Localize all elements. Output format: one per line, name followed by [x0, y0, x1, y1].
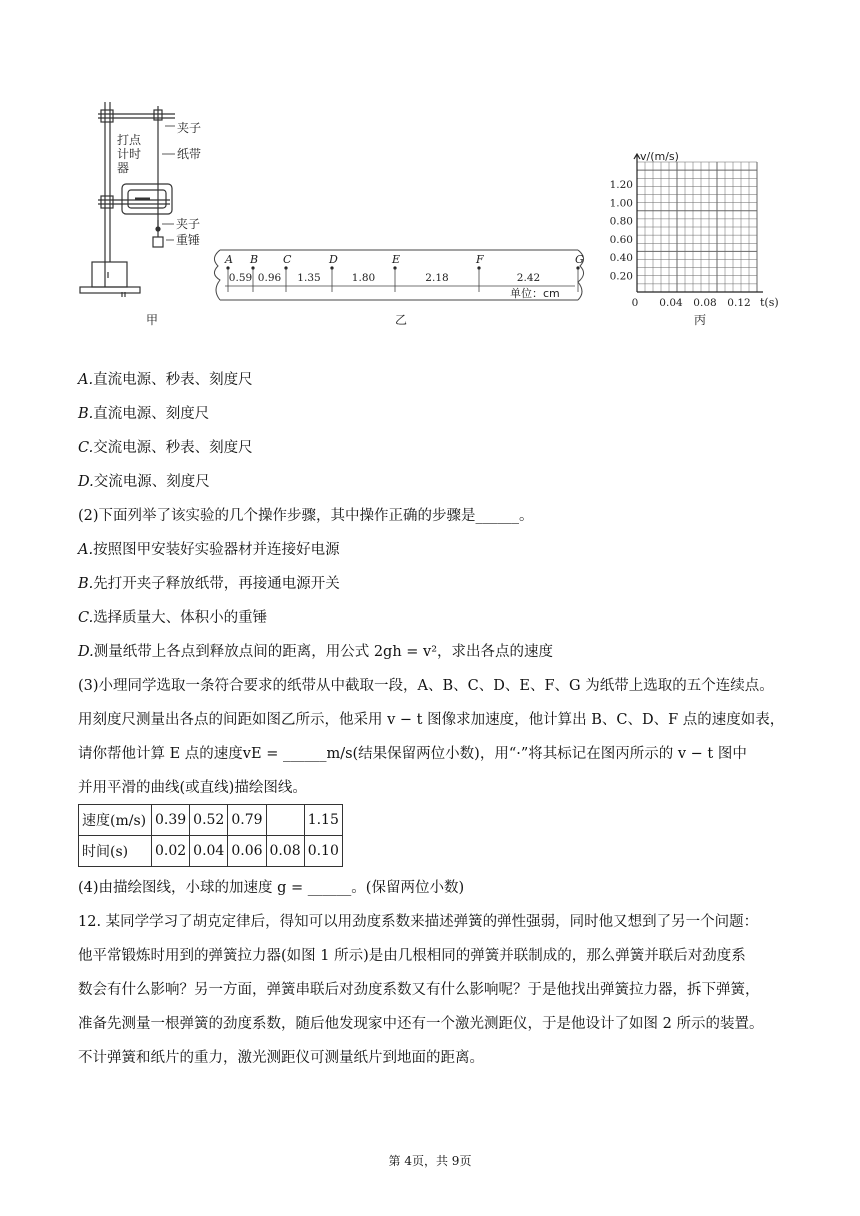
- table-header: 速度(m/s): [79, 805, 152, 836]
- tape-point-label: B: [250, 253, 259, 266]
- option-1b: [78, 404, 798, 424]
- tape-segment-label: 0.59: [228, 272, 253, 284]
- option-text: 交流电源、刻度尺: [93, 474, 210, 490]
- experiment-figure: [70, 92, 800, 332]
- jia-label-weight: 重锤: [176, 233, 201, 247]
- jia-label-clip-top: 夹子: [177, 121, 202, 135]
- q12-line-3: 数会有什么影响？另一方面，弹簧串联后对劲度系数又有什么影响呢？于是他找出弹簧拉力器，拆下弹簧，: [78, 982, 760, 998]
- caption-bing: 丙: [694, 313, 707, 327]
- option-1a: [78, 370, 798, 390]
- apparatus-jia: [80, 102, 175, 297]
- option-text: 测量纸带上各点到释放点间的距离，用公式 2gh = v²，求出各点的速度: [93, 644, 554, 660]
- table-cell: 0.08: [266, 836, 304, 867]
- jia-label-timer-3: 器: [117, 161, 130, 175]
- option-letter: A.: [78, 542, 94, 558]
- option-text: 直流电源、刻度尺: [93, 406, 210, 422]
- tape-segment-label: 0.96: [257, 272, 282, 284]
- option-letter: B.: [78, 406, 94, 422]
- tape-point-label: D: [329, 253, 338, 266]
- jia-label-timer-1: 打点: [117, 133, 142, 147]
- option-letter: A.: [78, 372, 94, 388]
- vt-ytick-label: 0.60: [609, 233, 633, 246]
- vt-xtick-label: 0: [631, 297, 639, 309]
- table-cell-empty[interactable]: [266, 805, 304, 836]
- jia-label-clip-bottom: 夹子: [176, 217, 201, 231]
- vt-ylabel: v/(m/s): [640, 150, 679, 163]
- tape-point-label: E: [392, 253, 401, 266]
- vt-ytick-label: 1.00: [609, 197, 633, 210]
- option-1d: [78, 472, 798, 492]
- caption-yi: 乙: [395, 313, 408, 327]
- q3-line-4: 并用平滑的曲线(或直线)描绘图线。: [78, 780, 307, 796]
- tape-unit: 单位：cm: [510, 287, 560, 300]
- option-text: 先打开夹子释放纸带，再接通电源开关: [93, 576, 340, 592]
- jia-label-timer-2: 计时: [117, 147, 142, 161]
- q12-line-5: 不计弹簧和纸片的重力，激光测距仪可测量纸片到地面的距离。: [78, 1050, 484, 1066]
- velocity-table: [78, 804, 343, 867]
- option-2a: [78, 540, 798, 560]
- table-cell: 0.10: [304, 836, 342, 867]
- vt-xtick-label: 0.08: [693, 297, 717, 309]
- vt-ytick-label: 0.20: [609, 270, 633, 283]
- option-2d: [78, 642, 798, 662]
- q12-line-1: 12. 某同学学习了胡克定律后，得知可以用劲度系数来描述弹簧的弹性强弱，同时他又想到了另一个问题：: [78, 914, 759, 930]
- caption-jia: 甲: [146, 313, 159, 327]
- vt-ytick-label: 0.80: [609, 215, 633, 228]
- option-letter: C.: [78, 440, 94, 456]
- figure-svg: [70, 92, 800, 332]
- vt-axes: [634, 154, 763, 292]
- option-text: 选择质量大、体积小的重锤: [93, 610, 268, 626]
- page-footer: 第 4页，共 9页: [388, 1154, 472, 1168]
- q12-line-2: 他平常锻炼时用到的弹簧拉力器(如图 1 所示)是由几根相同的弹簧并联制成的，那么弹簧并联后对劲度系: [78, 948, 746, 964]
- q4-text: (4)由描绘图线，小球的加速度 g = ______。(保留两位小数): [78, 880, 465, 896]
- table-cell: 0.06: [228, 836, 266, 867]
- table-cell: 0.52: [190, 805, 228, 836]
- tape-segment-label: 2.18: [425, 272, 449, 284]
- q2-stem: (2)下面列举了该实验的几个操作步骤，其中操作正确的步骤是______。: [78, 508, 534, 524]
- option-2b: [78, 574, 798, 594]
- tape-point-label: C: [283, 253, 292, 266]
- vt-xlabel: t(s): [760, 296, 779, 309]
- q3-line-1: (3)小理同学选取一条符合要求的纸带从中截取一段，A、B、C、D、E、F、G 为纸带上选取的五个连续点。: [78, 678, 774, 694]
- table-cell: 0.02: [152, 836, 190, 867]
- tape-segment-label: 1.80: [351, 272, 376, 284]
- option-text: 直流电源、秒表、刻度尺: [93, 372, 253, 388]
- option-letter: B.: [78, 576, 94, 592]
- table-cell: 0.79: [228, 805, 266, 836]
- tape-point-label: A: [225, 253, 233, 266]
- jia-label-tape: 纸带: [177, 147, 202, 161]
- vt-ytick-label: 1.20: [609, 179, 633, 191]
- option-1c: [78, 438, 798, 458]
- q3-line-2: 用刻度尺测量出各点的间距如图乙所示，他采用 v − t 图像求加速度，他计算出 B、C、D、F 点的速度如表，: [78, 712, 785, 728]
- tape-point-label: G: [575, 253, 584, 266]
- table-cell: 1.15: [304, 805, 342, 836]
- q3-line-3: 请你帮他计算 E 点的速度vE = ______m/s(结果保留两位小数)，用“·”将其标记在图丙所示的 v − t 图中: [78, 746, 747, 762]
- vt-xtick-label: 0.12: [727, 297, 751, 309]
- table-header: 时间(s): [79, 836, 152, 867]
- option-letter: D.: [78, 644, 94, 660]
- vt-xtick-label: 0.04: [659, 297, 683, 309]
- table-cell: 0.04: [190, 836, 228, 867]
- vt-ytick-label: 0.40: [609, 252, 633, 265]
- option-letter: C.: [78, 610, 94, 626]
- option-2c: [78, 608, 798, 628]
- table-row: [79, 836, 343, 867]
- option-text: 交流电源、秒表、刻度尺: [93, 440, 253, 456]
- option-letter: D.: [78, 474, 94, 490]
- tape-segment-label: 2.42: [516, 272, 541, 284]
- vt-grid: [610, 154, 763, 309]
- tape-segment-label: 1.35: [297, 272, 321, 284]
- table-row: [79, 805, 343, 836]
- table-cell: 0.39: [152, 805, 190, 836]
- tape-point-label: F: [476, 253, 484, 266]
- option-text: 按照图甲安装好实验器材并连接好电源: [93, 542, 340, 558]
- q12-line-4: 准备先测量一根弹簧的劲度系数，随后他发现家中还有一个激光测距仪，于是他设计了如图 2 所示的装置。: [78, 1016, 764, 1032]
